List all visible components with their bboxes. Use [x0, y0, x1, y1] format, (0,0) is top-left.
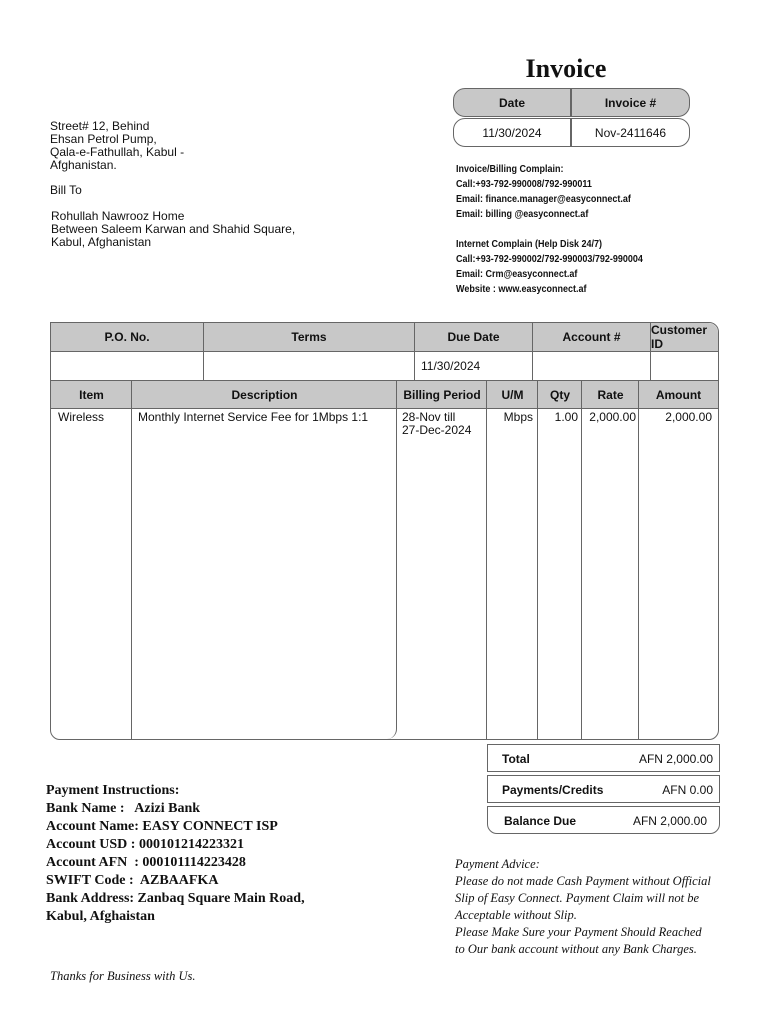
customer-id-value	[651, 352, 718, 380]
bill-to-address	[51, 210, 295, 249]
payment-instructions-line: Account Name: EASY CONNECT ISP	[46, 819, 278, 834]
payment-advice-heading: Payment Advice:	[455, 857, 540, 871]
payment-advice-line: Acceptable without Slip.	[455, 908, 577, 922]
invoice-date-value: 11/30/2024	[453, 118, 571, 147]
item-header: Item	[79, 387, 104, 402]
payment-advice	[455, 856, 711, 958]
total-value: AFN 2,000.00	[638, 752, 713, 766]
po-number-value	[51, 352, 204, 380]
balance-due-value: AFN 2,000.00	[632, 814, 707, 828]
row-description: Monthly Internet Service Fee for 1Mbps 1:1	[138, 410, 369, 424]
sender-address-line: Qala-e-Fathullah, Kabul -	[50, 145, 185, 159]
sender-address	[50, 120, 184, 172]
billing-period-header: Billing Period	[403, 387, 481, 402]
customer-id-header: Customer ID	[651, 323, 708, 351]
row-billing-period-end: 27-Dec-2024	[402, 423, 472, 437]
payment-instructions-line: Kabul, Afghaistan	[46, 909, 155, 924]
payment-instructions	[46, 782, 305, 926]
total-label: Total	[502, 752, 530, 766]
bill-to-line: Between Saleem Karwan and Shahid Square,	[51, 222, 296, 236]
payment-instructions-line: Account AFN : 000101114223428	[46, 855, 246, 870]
contact-line: Website : www.easyconnect.af	[456, 284, 587, 295]
payments-credits-label: Payments/Credits	[502, 783, 604, 797]
sender-address-line: Street# 12, Behind	[50, 119, 150, 133]
payment-advice-line: Slip of Easy Connect. Payment Claim will not be	[455, 891, 700, 905]
internet-contact-block	[456, 237, 664, 297]
item-column	[51, 381, 132, 739]
contact-line: Internet Complain (Help Disk 24/7)	[456, 239, 603, 250]
account-number-value	[533, 352, 651, 380]
description-header: Description	[231, 387, 298, 402]
date-header: Date	[453, 88, 571, 117]
order-header-table	[50, 322, 719, 381]
payment-instructions-heading: Payment Instructions:	[46, 783, 180, 798]
contact-line: Email: finance.manager@easyconnect.af	[456, 194, 631, 205]
um-header: U/M	[501, 387, 524, 402]
terms-value	[204, 352, 415, 380]
due-date-header: Due Date	[415, 323, 533, 351]
payment-instructions-line: SWIFT Code : AZBAAFKA	[46, 873, 219, 888]
line-items-table	[50, 380, 719, 740]
po-number-header: P.O. No.	[51, 323, 204, 351]
amount-header: Amount	[655, 387, 702, 402]
row-billing-period	[402, 411, 471, 437]
row-qty: 1.00	[554, 410, 578, 424]
bill-to-line: Kabul, Afghanistan	[51, 235, 152, 249]
payment-instructions-line: Bank Name : Azizi Bank	[46, 801, 201, 816]
row-amount: 2,000.00	[665, 410, 712, 424]
invoice-number-value: Nov-2411646	[571, 118, 690, 147]
terms-header: Terms	[204, 323, 415, 351]
payment-instructions-line: Account USD : 000101214223321	[46, 837, 244, 852]
payment-advice-line: to Our bank account without any Bank Charges.	[455, 942, 697, 956]
rate-header: Rate	[597, 387, 624, 402]
invoice-number-header: Invoice #	[571, 88, 690, 117]
balance-due-label: Balance Due	[504, 814, 577, 828]
description-column	[132, 381, 397, 739]
billing-contact-block	[456, 162, 650, 222]
contact-line: Call:+93-792-990008/792-990011	[456, 179, 592, 190]
sender-address-line: Afghanistan.	[50, 158, 117, 172]
qty-column	[538, 381, 582, 739]
payment-advice-line: Please do not made Cash Payment without Official	[455, 874, 711, 888]
row-item: Wireless	[58, 410, 105, 424]
rate-column	[582, 381, 639, 739]
qty-header: Qty	[549, 387, 570, 402]
payment-instructions-line: Bank Address: Zanbaq Square Main Road,	[46, 891, 305, 906]
contact-line: Email: billing @easyconnect.af	[456, 209, 589, 220]
contact-line: Email: Crm@easyconnect.af	[456, 269, 578, 280]
row-rate: 2,000.00	[589, 410, 636, 424]
bill-to-heading: Bill To	[50, 183, 82, 197]
bill-to-line: Rohullah Nawrooz Home	[51, 209, 185, 223]
contact-line: Call:+93-792-990002/792-990003/792-990004	[456, 254, 643, 265]
payment-advice-line: Please Make Sure your Payment Should Reached	[455, 925, 702, 939]
contact-line: Invoice/Billing Complain:	[456, 164, 564, 175]
sender-address-line: Ehsan Petrol Pump,	[50, 132, 157, 146]
payments-credits-value: AFN 0.00	[662, 783, 713, 797]
um-column	[487, 381, 538, 739]
bill-to-label	[50, 184, 82, 197]
total-row	[487, 744, 720, 772]
due-date-value: 11/30/2024	[415, 352, 533, 380]
thanks-note: Thanks for Business with Us.	[50, 969, 196, 983]
account-number-header: Account #	[533, 323, 651, 351]
payments-credits-row	[487, 775, 720, 803]
invoice-title: Invoice	[525, 54, 607, 83]
row-billing-period-start: 28-Nov till	[402, 410, 456, 424]
row-um: Mbps	[503, 410, 533, 424]
balance-due-row	[487, 806, 720, 834]
